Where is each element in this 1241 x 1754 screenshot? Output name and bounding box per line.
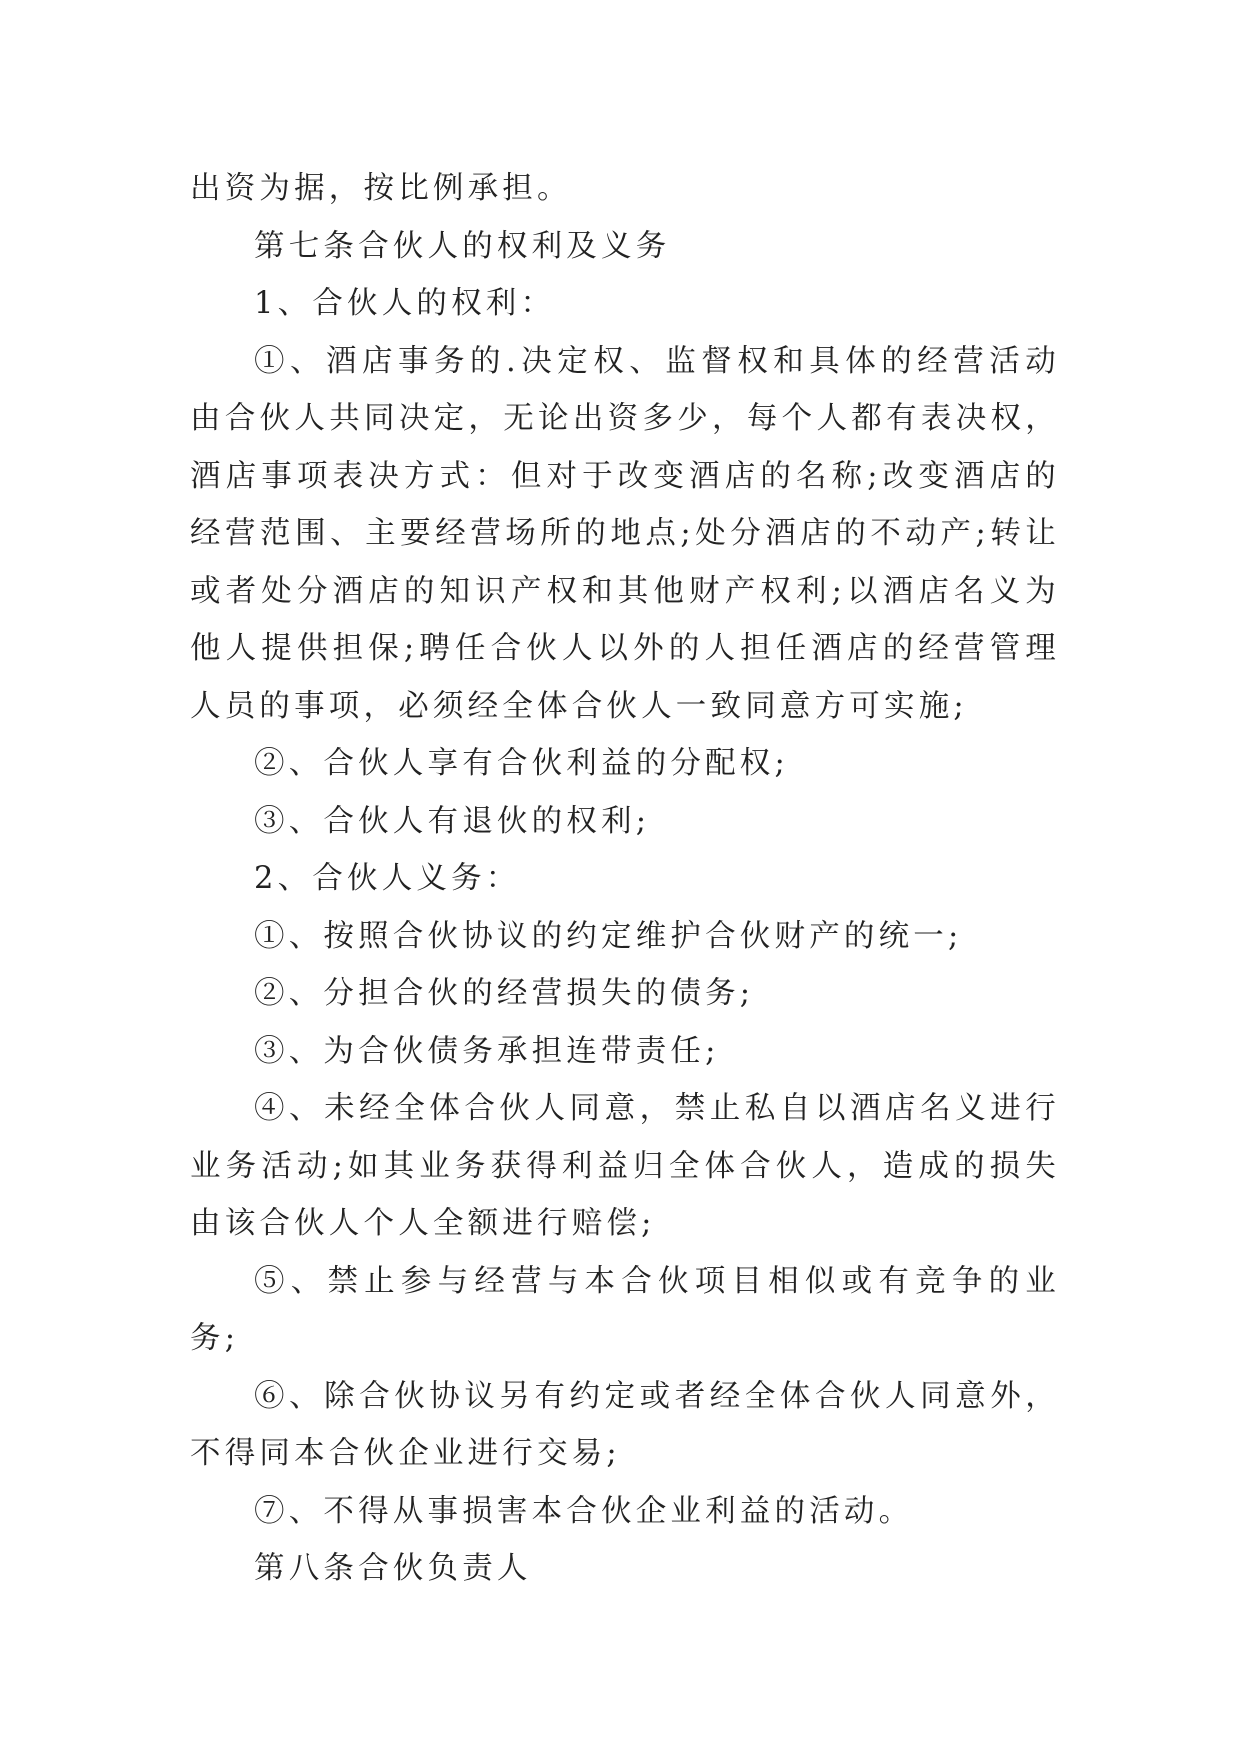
obligations-item-5: ⑤、禁止参与经营与本合伙项目相似或有竞争的业务; bbox=[190, 1263, 1060, 1356]
obligations-item-7: ⑦、不得从事损害本合伙企业利益的活动。 bbox=[254, 1493, 914, 1529]
rights-item-3: ③、合伙人有退伙的权利; bbox=[254, 803, 651, 839]
obligations-item-1: ①、按照合伙协议的约定维护合伙财产的统一; bbox=[254, 918, 963, 954]
partner-obligations-heading: 2、合伙人义务： bbox=[254, 861, 521, 896]
rights-item-2: ②、合伙人享有合伙利益的分配权; bbox=[254, 746, 789, 781]
rights-item-1: ①、酒店事务的.决定权、监督权和具体的经营活动由合伙人共同决定，无论出资多少，每个人都有表决权，酒店事项表决方式：但对于改变酒店的名称;改变酒店的经营范围、主要经营场所的地点;处分酒店的不动产;转让或者处分酒店的知识产权和其他财产权利;以酒店名义为他人提供担保;聘任合伙人以外的人担任酒店的经营管理人员的事项，必须经全体合伙人一致同意方可实施; bbox=[190, 343, 1060, 724]
article-8-heading: 第八条合伙负责人 bbox=[254, 1551, 532, 1586]
obligations-item-3: ③、为合伙债务承担连带责任; bbox=[254, 1033, 720, 1069]
obligations-item-6: ⑥、除合伙协议另有约定或者经全体合伙人同意外，不得同本合伙企业进行交易; bbox=[190, 1378, 1060, 1471]
obligations-item-2: ②、分担合伙的经营损失的债务; bbox=[254, 976, 755, 1011]
paragraph-1: 出资为据，按比例承担。 bbox=[190, 171, 572, 206]
obligations-item-4: ④、未经全体合伙人同意，禁止私自以酒店名义进行业务活动;如其业务获得利益归全体合伙人，造成的损失由该合伙人个人全额进行赔偿; bbox=[190, 1091, 1060, 1241]
article-7-heading: 第七条合伙人的权利及义务 bbox=[254, 228, 671, 264]
partner-rights-heading: 1、合伙人的权利： bbox=[254, 286, 556, 321]
document-body bbox=[190, 160, 1060, 1598]
